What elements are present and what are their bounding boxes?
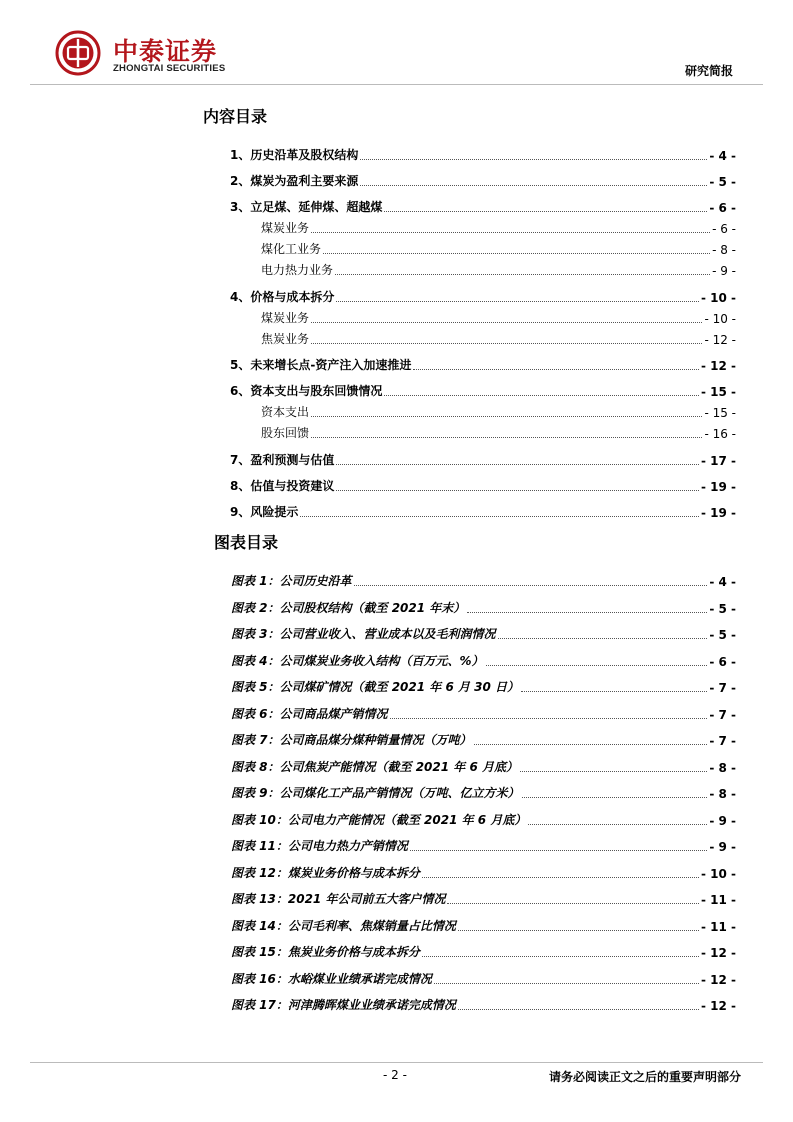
- figure-page-number: - 10 -: [700, 866, 736, 881]
- toc-leader: [360, 158, 707, 160]
- figure-entry[interactable]: [231, 572, 736, 589]
- toc-page-number: - 12 -: [704, 333, 736, 347]
- toc-entry-label: 煤化工业务: [261, 242, 322, 256]
- figure-leader: [522, 796, 708, 798]
- toc-leader: [360, 184, 707, 186]
- figure-page-number: - 8 -: [709, 787, 736, 801]
- figure-page-number: - 6 -: [709, 654, 736, 669]
- figure-leader: [520, 770, 707, 772]
- figure-page-number: - 9 -: [709, 813, 736, 828]
- toc-leader: [311, 415, 702, 417]
- toc-page-number: - 6 -: [712, 222, 736, 236]
- toc-page-number: - 15 -: [700, 385, 736, 399]
- figure-entry-label: 图表 16：水峪煤业业绩承诺完成情况: [231, 971, 432, 986]
- figure-entry[interactable]: [231, 996, 736, 1013]
- figure-entry[interactable]: [231, 758, 736, 775]
- toc-entry-label: 1、历史沿革及股权结构: [230, 148, 359, 162]
- figure-entry[interactable]: [231, 599, 736, 616]
- figure-entry-label: 图表 6：公司商品煤产销情况: [231, 706, 388, 721]
- toc-entry-label: 3、立足煤、延伸煤、超越煤: [230, 200, 383, 214]
- figure-entry[interactable]: [231, 625, 736, 642]
- toc-entry-label: 8、估值与投资建议: [230, 479, 335, 493]
- figures-title: 图表目录: [214, 533, 279, 552]
- figure-entry[interactable]: [231, 890, 736, 907]
- company-name-cn: 中泰证券: [113, 37, 218, 66]
- figure-entry-label: 图表 13：2021 年公司前五大客户情况: [231, 892, 446, 906]
- figure-entry-label: 图表 1：公司历史沿革: [231, 574, 352, 588]
- toc-entry-label: 资本支出: [261, 405, 310, 419]
- toc-page-number: - 19 -: [700, 506, 736, 520]
- figure-leader: [354, 584, 708, 586]
- toc-page-number: - 10 -: [700, 291, 736, 305]
- zhongtai-logo-icon: [55, 30, 101, 76]
- toc-entry-label: 电力热力业务: [261, 263, 334, 277]
- figure-entry-label: 图表 8：公司焦炭产能情况（截至 2021 年 6 月底）: [231, 759, 518, 774]
- toc-entry-label: 4、价格与成本拆分: [230, 290, 335, 304]
- page-number: - 2 -: [383, 1068, 407, 1082]
- figure-entry[interactable]: [231, 678, 736, 695]
- toc-leader: [311, 321, 702, 323]
- toc-page-number: - 15 -: [704, 406, 736, 420]
- toc-entry[interactable]: [230, 146, 736, 163]
- figure-entry-label: 图表 4：公司煤炭业务收入结构（百万元、%）: [231, 653, 484, 668]
- toc-entry[interactable]: [230, 288, 736, 305]
- toc-entry-label: 煤炭业务: [261, 311, 310, 325]
- figure-entry-label: 图表 5：公司煤矿情况（截至 2021 年 6 月 30 日）: [231, 680, 520, 694]
- toc-page-number: - 8 -: [712, 243, 736, 257]
- toc-page-number: - 19 -: [700, 480, 736, 494]
- toc-entry-label: 股东回馈: [261, 426, 310, 440]
- figure-page-number: - 12 -: [700, 972, 736, 987]
- figure-page-number: - 4 -: [709, 575, 736, 589]
- toc-leader: [323, 252, 710, 254]
- figure-leader: [410, 849, 707, 851]
- toc-entry[interactable]: [230, 477, 736, 494]
- contents-title: 内容目录: [203, 107, 268, 126]
- toc-entry-label: 煤炭业务: [261, 221, 310, 235]
- figure-leader: [498, 637, 708, 639]
- toc-page-number: - 17 -: [700, 454, 736, 468]
- figure-entry[interactable]: [231, 811, 736, 828]
- figure-leader: [467, 611, 707, 613]
- toc-entry-label: 5、未来增长点-资产注入加速推进: [230, 358, 412, 372]
- figure-page-number: - 5 -: [709, 628, 736, 642]
- figure-entry-label: 图表 12：煤炭业务价格与成本拆分: [231, 865, 420, 880]
- toc-page-number: - 9 -: [712, 264, 736, 278]
- figure-entry[interactable]: [231, 837, 736, 854]
- toc-subentry[interactable]: [261, 219, 736, 236]
- toc-leader: [335, 273, 710, 275]
- figure-entry-label: 图表 14：公司毛利率、焦煤销量占比情况: [231, 918, 456, 933]
- figure-leader: [390, 717, 708, 719]
- figure-page-number: - 9 -: [709, 840, 736, 854]
- figure-page-number: - 8 -: [709, 760, 736, 775]
- figure-entry-label: 图表 2：公司股权结构（截至 2021 年末）: [231, 600, 466, 615]
- figure-leader: [521, 690, 707, 692]
- figure-leader: [458, 929, 699, 931]
- toc-leader: [300, 515, 699, 517]
- figure-entry-label: 图表 3：公司营业收入、营业成本以及毛利润情况: [231, 627, 496, 641]
- figure-entry-label: 图表 7：公司商品煤分煤种销量情况（万吨）: [231, 733, 472, 747]
- document-type: 研究简报: [684, 64, 733, 78]
- figure-entry-label: 图表 10：公司电力产能情况（截至 2021 年 6 月底）: [231, 812, 527, 827]
- figure-entry[interactable]: [231, 652, 736, 669]
- figure-page-number: - 5 -: [709, 601, 736, 616]
- figure-entry[interactable]: [231, 943, 736, 960]
- figure-leader: [447, 902, 699, 904]
- toc-entry[interactable]: [230, 382, 736, 399]
- figure-page-number: - 7 -: [709, 707, 736, 722]
- figure-leader: [528, 823, 707, 825]
- toc-leader: [336, 489, 699, 491]
- figure-leader: [458, 1008, 699, 1010]
- figure-entry-label: 图表 9：公司煤化工产品产销情况（万吨、亿立方米）: [231, 786, 520, 800]
- figure-entry[interactable]: [231, 970, 736, 987]
- figure-entry-label: 图表 15：焦炭业务价格与成本拆分: [231, 945, 420, 959]
- figure-entry[interactable]: [231, 864, 736, 881]
- toc-entry[interactable]: [230, 356, 736, 373]
- toc-leader: [336, 300, 699, 302]
- toc-subentry[interactable]: [261, 424, 736, 441]
- toc-page-number: - 12 -: [700, 359, 736, 373]
- toc-entry[interactable]: [230, 503, 736, 520]
- figure-page-number: - 7 -: [709, 681, 736, 695]
- toc-entry[interactable]: [230, 198, 736, 215]
- toc-leader: [311, 231, 710, 233]
- figure-entry[interactable]: [231, 731, 736, 748]
- toc-leader: [336, 463, 699, 465]
- toc-leader: [413, 368, 699, 370]
- toc-subentry[interactable]: [261, 240, 736, 257]
- figure-page-number: - 7 -: [709, 734, 736, 748]
- toc-entry[interactable]: [230, 172, 736, 189]
- toc-subentry[interactable]: [261, 330, 736, 347]
- figure-page-number: - 11 -: [700, 893, 736, 907]
- figure-leader: [434, 982, 699, 984]
- toc-page-number: - 5 -: [709, 175, 736, 189]
- figure-entry[interactable]: [231, 705, 736, 722]
- toc-page-number: - 4 -: [709, 149, 736, 163]
- figure-entry[interactable]: [231, 784, 736, 801]
- toc-entry[interactable]: [230, 451, 736, 468]
- figure-entry-label: 图表 11：公司电力热力产销情况: [231, 839, 408, 853]
- company-name-en: ZHONGTAI SECURITIES: [113, 63, 226, 74]
- figure-page-number: - 11 -: [700, 919, 736, 934]
- toc-entry-label: 7、盈利预测与估值: [230, 453, 335, 467]
- toc-entry-label: 2、煤炭为盈利主要来源: [230, 174, 359, 188]
- figure-entry[interactable]: [231, 917, 736, 934]
- figure-leader: [486, 664, 708, 666]
- disclaimer-note: 请务必阅读正文之后的重要声明部分: [548, 1070, 741, 1084]
- toc-entry-label: 6、资本支出与股东回馈情况: [230, 384, 383, 398]
- toc-leader: [384, 394, 699, 396]
- figure-leader: [422, 876, 699, 878]
- header-divider: [30, 84, 763, 85]
- toc-subentry[interactable]: [261, 403, 736, 420]
- toc-entry-label: 9、风险提示: [230, 505, 299, 519]
- toc-leader: [384, 210, 707, 212]
- figure-page-number: - 12 -: [700, 999, 736, 1013]
- footer-divider: [30, 1062, 763, 1063]
- toc-subentry[interactable]: [261, 261, 736, 278]
- toc-page-number: - 16 -: [704, 427, 736, 441]
- toc-leader: [311, 342, 702, 344]
- toc-leader: [311, 436, 702, 438]
- toc-page-number: - 10 -: [704, 312, 736, 326]
- toc-subentry[interactable]: [261, 309, 736, 326]
- toc-entry-label: 焦炭业务: [261, 332, 310, 346]
- toc-page-number: - 6 -: [709, 201, 736, 215]
- figure-page-number: - 12 -: [700, 946, 736, 960]
- figure-entry-label: 图表 17：河津腾晖煤业业绩承诺完成情况: [231, 998, 456, 1012]
- figure-leader: [474, 743, 708, 745]
- figure-leader: [422, 955, 699, 957]
